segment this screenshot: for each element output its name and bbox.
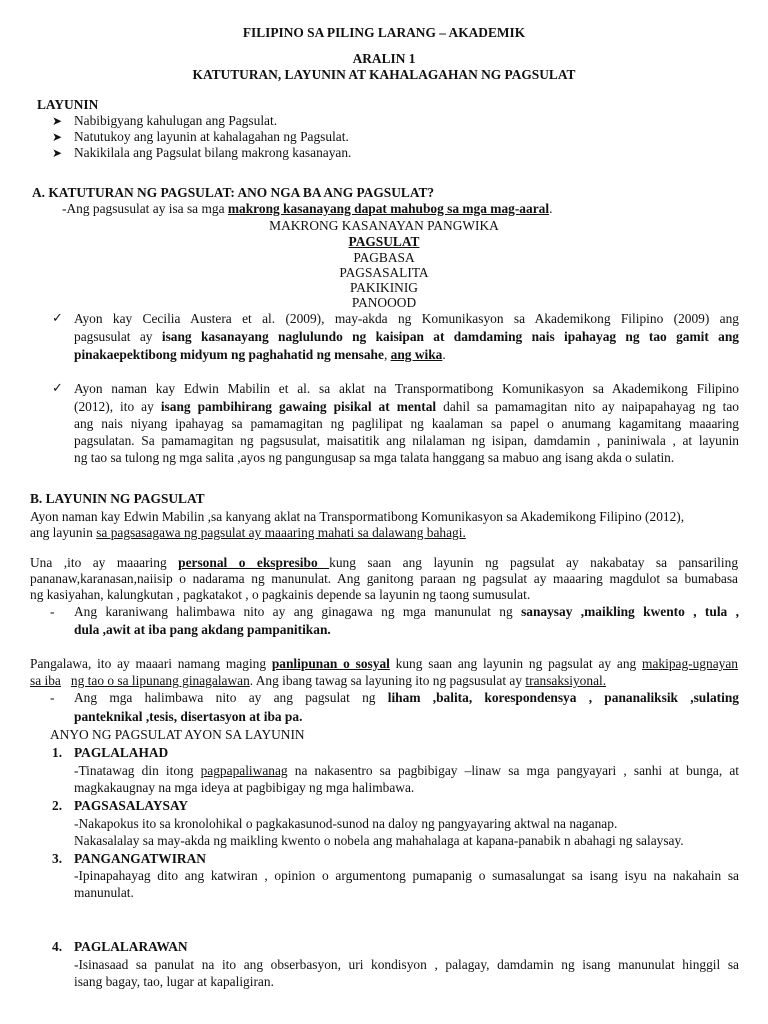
checkmark-icon: ✓ <box>52 311 63 326</box>
arrow-bullet-icon: ➤ <box>52 146 63 160</box>
intro-end: . <box>549 201 553 216</box>
paragraph-line <box>30 673 606 689</box>
underlined-bold-run: personal o ekspresibo <box>178 555 330 570</box>
dash-bullet: - <box>50 604 55 619</box>
macro-skill-item: PAGSASALITA <box>339 265 429 280</box>
paragraph-line <box>74 329 739 345</box>
macro-skill-item: PAGBASA <box>353 250 415 265</box>
underlined-run: makipag-ugnayan <box>642 656 738 671</box>
paragraph-line <box>30 525 466 541</box>
macro-skill-item: PAKIKINIG <box>350 280 418 295</box>
checkmark-icon: ✓ <box>52 381 63 396</box>
text-run: Ang karaniwang halimbawa nito ay ang ginagawa ng mga manunulat ng <box>74 604 522 619</box>
text-run: kung saan ang layunin ng pagsulat ay nakabatay sa pansariling <box>329 555 739 570</box>
text-run: . Ang ibang tawag sa layuning ito ng pagsusulat ay <box>249 673 526 688</box>
paragraph-line: magkakaugnay na mga ideya at pagbibigay ng mga halimbawa. <box>74 780 415 795</box>
underlined-run: sa pagsasagawa ng pagsulat ay maaaring mahati sa dalawang bahagi. <box>96 525 466 540</box>
section-a-intro <box>62 201 552 217</box>
section-a-heading: A. KATUTURAN NG PAGSULAT: ANO NGA BA ANG PAGSULAT? <box>32 185 435 200</box>
paragraph-line <box>30 656 738 672</box>
intro-text: -Ang pagsusulat ay isa sa mga <box>62 201 228 216</box>
text-run: . <box>442 347 446 362</box>
paragraph-line: ng kasiyahan, kalungkutan , pagkatakot , o pagkainis depende sa layunin ng taong sumusulat. <box>30 587 531 602</box>
paragraph-line <box>74 690 739 706</box>
paragraph-line <box>74 399 739 415</box>
anyo-item-title: PAGSASALAYSAY <box>74 798 189 813</box>
paragraph-line: Ayon naman kay Edwin Mabilin ,sa kanyang aklat na Transpormatibong Komunikasyon sa Akademikong Filipino (2012), <box>30 509 685 524</box>
underlined-run: pagpapaliwanag <box>200 763 288 778</box>
text-run: dahil sa pamamagitan nito ay naipapahayag ng tao <box>436 399 739 414</box>
anyo-item-title: PAGLALARAWAN <box>74 939 188 954</box>
paragraph-line: Ayon naman kay Edwin Mabilin et al. sa aklat na Transpormatibong Komunikasyon sa Akademikong Filipino <box>74 381 739 396</box>
underlined-run: transaksiyonal. <box>525 673 607 688</box>
lesson-title: KATUTURAN, LAYUNIN AT KAHALAGAHAN NG PAGSULAT <box>192 67 576 82</box>
list-number: 4. <box>52 939 63 954</box>
list-number: 2. <box>52 798 63 813</box>
paragraph-line: Nakasalalay sa may-akda ng maikling kwento o nobela ang mahahalaga at kapana-panabik n abahagi ng salaysay. <box>74 833 684 848</box>
underlined-run: ng tao o sa lipunang ginagalawan <box>70 673 250 688</box>
paragraph-line <box>30 555 738 571</box>
anyo-item-title: PAGLALAHAD <box>74 745 169 760</box>
macro-skills-title: MAKRONG KASANAYAN PANGWIKA <box>269 218 499 233</box>
arrow-bullet-icon: ➤ <box>52 114 63 128</box>
paragraph-line: ng tao sa tulong ng mga salita ,ayos ng pangungusap sa mga talata hanggang sa mabuo ang isang akda o sulatin. <box>74 450 675 465</box>
paragraph-line: manunulat. <box>74 885 134 900</box>
lesson-number: ARALIN 1 <box>352 51 416 66</box>
intro-emphasis: makrong kasanayang dapat mahubog sa mga mag-aaral <box>227 201 550 216</box>
list-number: 1. <box>52 745 63 760</box>
underlined-run: sa iba <box>30 673 61 688</box>
text-run: Ang mga halimbawa nito ay ang pagsulat ng <box>74 690 388 705</box>
text-run: (2012), ito ay <box>74 399 161 414</box>
objective-item: Nakikilala ang Pagsulat bilang makrong kasanayan. <box>74 145 352 160</box>
text-run: , <box>383 347 391 362</box>
objective-item: Nabibigyang kahulugan ang Pagsulat. <box>74 113 278 128</box>
paragraph-line: panteknikal ,tesis, disertasyon at iba pa. <box>74 709 303 724</box>
bold-run: isang kasanayang naglulundo ng kaisipan at damdaming nais ipahayag ng tao gamit ang <box>161 329 739 344</box>
bold-run: sanaysay ,maikling kwento , tula , <box>521 604 739 619</box>
text-run: ang layunin <box>30 525 97 540</box>
paragraph-line <box>74 763 739 779</box>
anyo-item-title: PANGANGATWIRAN <box>74 851 206 866</box>
paragraph-line: -Nakapokus ito sa kronolohikal o pagkakasunod-sunod na daloy ng pangyayaring aktwal na naganap. <box>74 816 618 831</box>
paragraph-line: -Isinasaad sa panulat na ito ang obserbasyon, uri kondisyon , palagay, damdamin ng isang manunulat hinggil sa <box>74 957 739 972</box>
paragraph-line: -Ipinapahayag dito ang katwiran , opinion o argumentong pumapanig o sumasalungat sa isang isyu na nakahain sa <box>74 868 739 883</box>
paragraph-line <box>74 347 446 363</box>
paragraph-line: dula ,awit at iba pang akdang pampanitikan. <box>74 622 331 637</box>
anyo-heading: ANYO NG PAGSULAT AYON SA LAYUNIN <box>50 727 305 742</box>
paragraph-line: pananaw,karanasan,naiisip o nadarama ng manunulat. Ang ganitong paraan ng pagsulat ay maaaring magdulot sa bumabasa <box>30 571 738 586</box>
text-run: -Tinatawag din itong <box>74 763 201 778</box>
underlined-bold-run: panlipunan o sosyal <box>271 656 390 671</box>
objective-item: Natutukoy ang layunin at kahalagahan ng Pagsulat. <box>74 129 349 144</box>
text-run: pagsusulat ay <box>74 329 162 344</box>
text-run: kung saan ang layunin ng pagsulat ay ang <box>389 656 643 671</box>
paragraph-line: ang nais niyang ipahayag sa pamamagitan ng paglilipat ng kaalaman sa papel o anumang kagamitang maaaring <box>74 416 739 431</box>
dash-bullet: - <box>50 690 55 705</box>
list-number: 3. <box>52 851 63 866</box>
text-run: Una ,ito ay maaaring <box>30 555 179 570</box>
text-run: Pangalawa, ito ay maaari namang maging <box>30 656 272 671</box>
bold-run: isang pambihirang gawaing pisikal at mental <box>160 399 437 414</box>
paragraph-line <box>74 604 739 620</box>
macro-skill-item: PANOOOD <box>351 295 417 310</box>
paragraph-line: pagsulatan. Sa pamamagitan ng pagsusulat, maisatitik ang nilalaman ng isipan, damdamin , paniniwala , at layunin <box>74 433 739 448</box>
text-run <box>61 673 71 688</box>
section-b-heading: B. LAYUNIN NG PAGSULAT <box>30 491 205 506</box>
arrow-bullet-icon: ➤ <box>52 130 63 144</box>
paragraph-line: Ayon kay Cecilia Austera et al. (2009), may-akda ng Komunikasyon sa Akademikong Filipino (2009) ang <box>74 311 739 326</box>
underlined-bold-run: ang wika <box>390 347 443 362</box>
bold-run: liham ,balita, korespondensya , pananaliksik ,sulating <box>387 690 739 705</box>
text-run: na nakasentro sa pagbibigay –linaw sa mga pangyayari , sanhi at bunga, at <box>287 763 739 778</box>
document-title: FILIPINO SA PILING LARANG – AKADEMIK <box>242 25 526 40</box>
objectives-heading: LAYUNIN <box>37 97 99 112</box>
bold-run: pinakaepektibong midyum ng paghahatid ng mensahe <box>74 347 384 362</box>
macro-skill-item: PAGSULAT <box>348 234 420 249</box>
paragraph-line: isang bagay, tao, lugar at kapaligiran. <box>74 974 274 989</box>
